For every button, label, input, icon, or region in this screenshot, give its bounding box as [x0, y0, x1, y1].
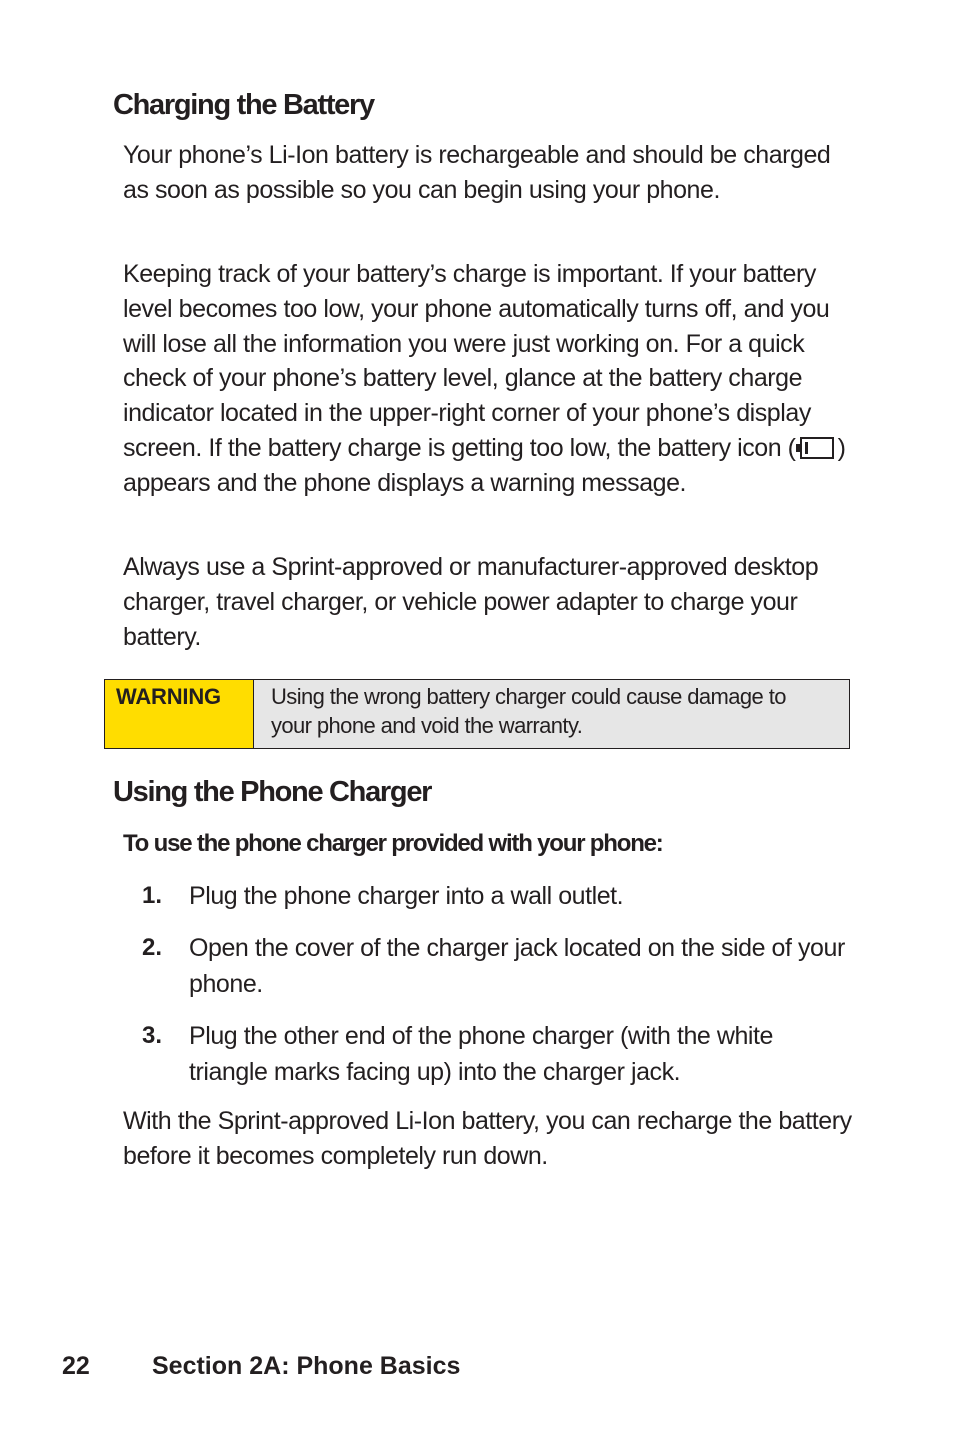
section-heading-charging: Charging the Battery — [113, 89, 374, 121]
warning-box — [104, 679, 850, 749]
paragraph-battery-charge — [123, 257, 853, 501]
step-number: 2. — [142, 934, 163, 961]
step-number: 1. — [142, 882, 163, 909]
step-text: Open the cover of the charger jack located on the side of your phone. — [189, 934, 845, 998]
paragraph-battery-charge-end: ) appears and the phone displays a warning message. — [123, 433, 846, 497]
paragraph-approved-charger: Always use a Sprint-approved or manufacturer-approved desktop charger, travel charger, or vehicle power adapter to charge your battery. — [123, 553, 819, 651]
paragraph-recharge: With the Sprint-approved Li-Ion battery, you can recharge the battery before it becomes completely run down. — [123, 1107, 852, 1170]
paragraph-battery-charge-start: Keeping track of your battery’s charge is important. If your battery level becomes too low, your phone automatically turns off, and you will lose all the information you were just working on. For a quick check of your phone’s battery level, glance at the battery charge indicator located in the upper-right corner of your phone’s display screen. If the battery charge is getting too low, the battery icon ( — [123, 260, 830, 462]
paragraph-rechargeable: Your phone’s Li-Ion battery is rechargeable and should be charged as soon as possible so you can begin using your phone. — [123, 141, 831, 204]
step-text: Plug the phone charger into a wall outlet. — [189, 882, 624, 910]
battery-low-icon — [800, 437, 834, 459]
section-heading-phone-charger: Using the Phone Charger — [113, 776, 432, 808]
warning-text: Using the wrong battery charger could cause damage to your phone and void the warranty. — [254, 680, 849, 748]
warning-label: WARNING — [105, 680, 254, 748]
procedure-intro: To use the phone charger provided with your phone: — [123, 830, 663, 857]
page-number: 22 — [62, 1352, 90, 1380]
step-text: Plug the other end of the phone charger (with the white triangle marks facing up) into the charger jack. — [189, 1022, 773, 1086]
footer-section-title: Section 2A: Phone Basics — [152, 1352, 461, 1380]
step-number: 3. — [142, 1022, 163, 1049]
